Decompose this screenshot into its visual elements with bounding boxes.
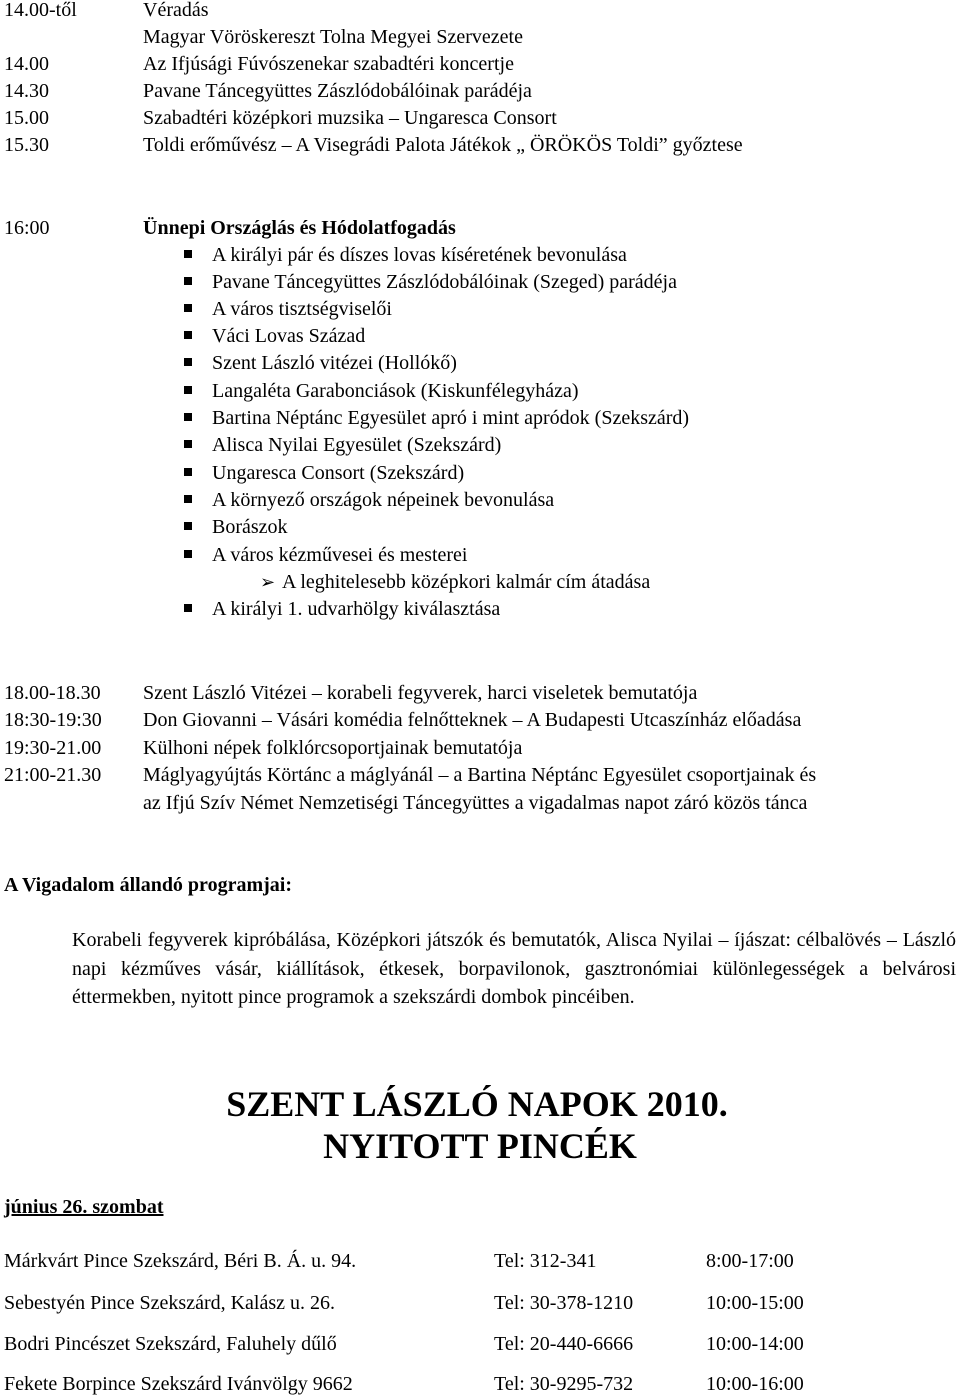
cellar-hours: 8:00-17:00 <box>706 1250 794 1272</box>
cellar-hours: 10:00-16:00 <box>706 1373 804 1395</box>
schedule-time: 14.00-től <box>4 0 77 21</box>
schedule-desc: Toldi erőművész – A Visegrádi Palota Játékok „ ÖRÖKÖS Toldi” győztese <box>143 134 743 156</box>
event-title: SZENT LÁSZLÓ NAPOK 2010. <box>226 1084 728 1124</box>
list-item: Langaléta Garabonciások (Kiskunfélegyháza) <box>184 378 579 405</box>
square-bullet-icon <box>184 468 192 476</box>
ceremony-title: Ünnepi Országlás és Hódolatfogadás <box>143 217 456 239</box>
arrow-bullet-icon: ➢ <box>260 572 276 592</box>
schedule-desc: az Ifjú Szív Német Nemzetiségi Táncegyüttes a vigadalmas napot záró közös tánca <box>143 792 808 814</box>
square-bullet-icon <box>184 277 192 285</box>
list-item: Borászok <box>184 514 288 541</box>
cellar-name: Bodri Pincészet Szekszárd, Faluhely dűlő <box>4 1333 337 1355</box>
permanent-programs-text: Korabeli fegyverek kipróbálása, Középkori játszók és bemutatók, Alisca Nyilai – íjászat: célbalövés – László napi kézműves vásár, kiállítások, étkesek, borpavilonok, gasztronómiai különlegességek a belvárosi éttermekben, nyitott pince programok a szekszárdi dombok pincéiben. <box>72 929 956 1008</box>
square-bullet-icon <box>184 604 192 612</box>
list-item: A város tisztségviselői <box>184 296 392 323</box>
schedule-time: 14.30 <box>4 80 49 102</box>
schedule-time: 21:00-21.30 <box>4 764 102 786</box>
square-bullet-icon <box>184 495 192 503</box>
schedule-time: 18:30-19:30 <box>4 709 102 731</box>
schedule-time: 15.00 <box>4 107 49 129</box>
square-bullet-icon <box>184 522 192 530</box>
schedule-desc: Véradás <box>143 0 209 21</box>
schedule-time: 14.00 <box>4 53 49 75</box>
list-item: Alisca Nyilai Egyesület (Szekszárd) <box>184 432 501 459</box>
schedule-desc: Pavane Táncegyüttes Zászlódobálóinak parádéja <box>143 80 532 102</box>
schedule-desc: Don Giovanni – Vásári komédia felnőtteknek – A Budapesti Utcaszínház előadása <box>143 709 802 731</box>
schedule-desc: Szabadtéri középkori muzsika – Ungaresca Consort <box>143 107 557 129</box>
square-bullet-icon <box>184 358 192 366</box>
cellar-phone: Tel: 30-378-1210 <box>494 1292 634 1314</box>
square-bullet-icon <box>184 331 192 339</box>
square-bullet-icon <box>184 304 192 312</box>
cellar-phone: Tel: 20-440-6666 <box>494 1333 634 1355</box>
ceremony-time: 16:00 <box>4 217 50 239</box>
schedule-desc: Külhoni népek folklórcsoportjainak bemutatója <box>143 737 523 759</box>
cellar-name: Márkvárt Pince Szekszárd, Béri B. Á. u. 94. <box>4 1250 357 1272</box>
square-bullet-icon <box>184 250 192 258</box>
list-item: A királyi pár és díszes lovas kíséretének bevonulása <box>184 242 627 269</box>
cellar-phone: Tel: 30-9295-732 <box>494 1373 634 1395</box>
cellar-phone: Tel: 312-341 <box>494 1250 597 1272</box>
schedule-desc: Az Ifjúsági Fúvószenekar szabadtéri koncertje <box>143 53 514 75</box>
list-item: Bartina Néptánc Egyesület apró i mint apródok (Szekszárd) <box>184 405 689 432</box>
sub-list-item: ➢ A leghitelesebb középkori kalmár cím átadása <box>260 569 650 596</box>
schedule-time: 18.00-18.30 <box>4 682 101 704</box>
cellar-hours: 10:00-14:00 <box>706 1333 804 1355</box>
list-item: Váci Lovas Század <box>184 323 365 350</box>
schedule-desc: Szent László Vitézei – korabeli fegyverek, harci viseletek bemutatója <box>143 682 698 704</box>
list-item: A környező országok népeinek bevonulása <box>184 487 554 514</box>
list-item: A város kézművesei és mesterei <box>184 542 467 569</box>
schedule-desc: Magyar Vöröskereszt Tolna Megyei Szervezete <box>143 26 523 48</box>
event-date: június 26. szombat <box>4 1196 164 1218</box>
list-item: Szent László vitézei (Hollókő) <box>184 350 457 377</box>
cellar-name: Fekete Borpince Szekszárd Ivánvölgy 9662 <box>4 1373 353 1395</box>
square-bullet-icon <box>184 440 192 448</box>
event-subtitle: NYITOTT PINCÉK <box>323 1126 637 1166</box>
schedule-desc: Máglyagyújtás Körtánc a máglyánál – a Bartina Néptánc Egyesület csoportjainak és <box>143 764 817 786</box>
list-item: Pavane Táncegyüttes Zászlódobálóinak (Szeged) parádéja <box>184 269 677 296</box>
cellar-hours: 10:00-15:00 <box>706 1292 804 1314</box>
square-bullet-icon <box>184 386 192 394</box>
square-bullet-icon <box>184 413 192 421</box>
section-heading: A Vigadalom állandó programjai: <box>4 874 292 896</box>
schedule-time: 19:30-21.00 <box>4 737 102 759</box>
list-item: Ungaresca Consort (Szekszárd) <box>184 460 464 487</box>
square-bullet-icon <box>184 550 192 558</box>
list-item: A királyi 1. udvarhölgy kiválasztása <box>184 596 500 623</box>
cellar-name: Sebestyén Pince Szekszárd, Kalász u. 26. <box>4 1292 336 1314</box>
schedule-time: 15.30 <box>4 134 49 156</box>
